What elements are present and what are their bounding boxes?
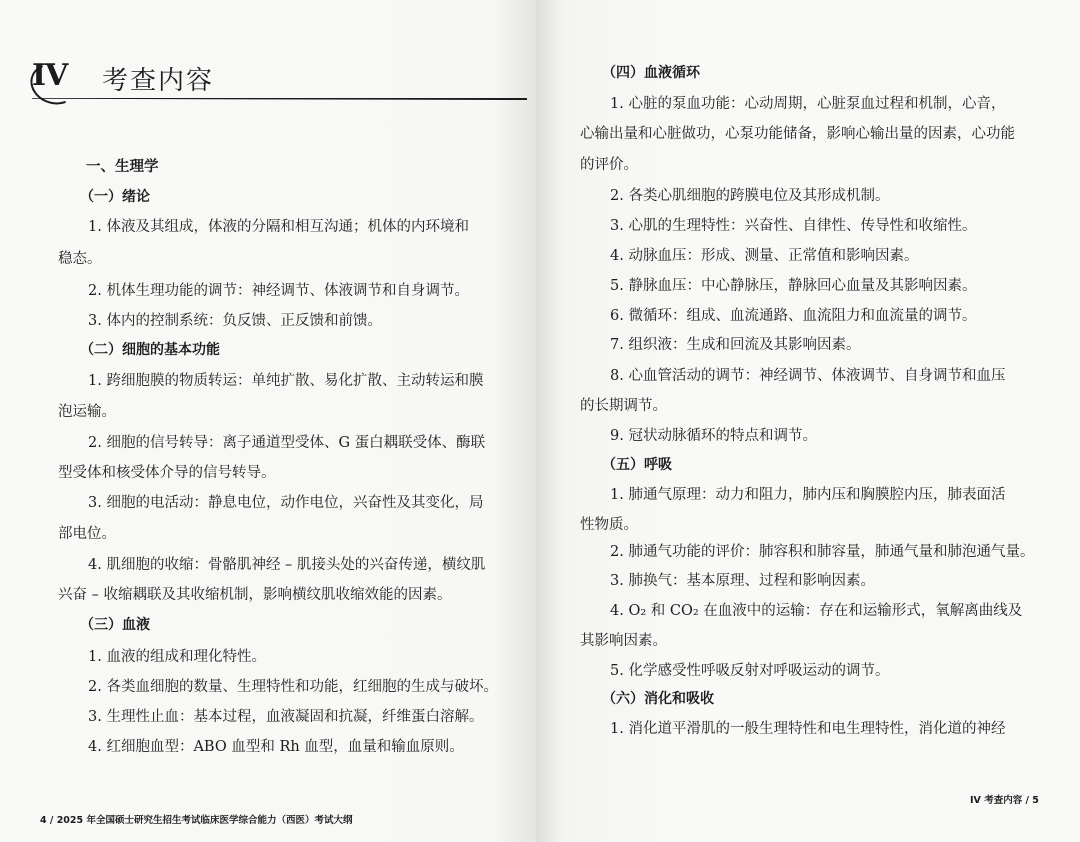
outline-item-continuation: 泡运输。 xyxy=(58,404,116,420)
outline-item-continuation: 稳态。 xyxy=(58,251,102,267)
outline-item: 2. 肺通气功能的评价：肺容积和肺容量，肺通气量和肺泡通气量。 xyxy=(610,544,1035,560)
outline-item: 3. 生理性止血：基本过程，血液凝固和抗凝，纤维蛋白溶解。 xyxy=(88,709,484,725)
outline-item: 5. 静脉血压：中心静脉压，静脉回心血量及其影响因素。 xyxy=(610,278,977,294)
outline-item: 2. 机体生理功能的调节：神经调节、体液调节和自身调节。 xyxy=(88,283,469,299)
outline-item-continuation: 兴奋 – 收缩耦联及其收缩机制，影响横纹肌收缩效能的因素。 xyxy=(58,587,452,603)
outline-item-continuation: 心输出量和心脏做功，心泵功能储备，影响心输出量的因素，心功能 xyxy=(580,126,1015,142)
outline-item: 5. 化学感受性呼吸反射对呼吸运动的调节。 xyxy=(610,663,890,679)
outline-item: 1. 心脏的泵血功能：心动周期，心脏泵血过程和机制，心音， xyxy=(610,96,1006,112)
subsection-heading: （四）血液循环 xyxy=(602,65,700,81)
outline-item: 4. 动脉血压：形成、测量、正常值和影响因素。 xyxy=(610,248,919,264)
outline-item-continuation: 性物质。 xyxy=(580,517,638,533)
right-page xyxy=(536,0,1080,842)
outline-item: 4. 红细胞血型：ABO 血型和 Rh 血型，血量和输血原则。 xyxy=(88,739,464,755)
left-page xyxy=(0,0,536,842)
page-footer-right: IV 考查内容 / 5 xyxy=(970,795,1039,806)
page-footer-left: 4 / 2025 年全国硕士研究生招生考试临床医学综合能力（西医）考试大纲 xyxy=(40,815,353,826)
outline-item: 8. 心血管活动的调节：神经调节、体液调节、自身调节和血压 xyxy=(610,368,1006,384)
chapter-title: 考查内容 xyxy=(102,66,215,96)
outline-item-continuation: 型受体和核受体介导的信号转导。 xyxy=(58,465,276,481)
outline-item-continuation: 的长期调节。 xyxy=(580,398,667,414)
chapter-heading xyxy=(32,58,527,108)
subsection-heading: （六）消化和吸收 xyxy=(602,691,714,707)
subsection-heading: （一）绪论 xyxy=(80,189,150,205)
outline-item: 1. 跨细胞膜的物质转运：单纯扩散、易化扩散、主动转运和膜 xyxy=(88,373,484,389)
outline-item: 1. 体液及其组成，体液的分隔和相互沟通；机体的内环境和 xyxy=(88,219,469,235)
outline-item: 2. 细胞的信号转导：离子通道型受体、G 蛋白耦联受体、酶联 xyxy=(88,435,486,451)
outline-item: 1. 血液的组成和理化特性。 xyxy=(88,649,266,665)
outline-item: 4. 肌细胞的收缩：骨骼肌神经 – 肌接头处的兴奋传递，横纹肌 xyxy=(88,557,486,573)
outline-item: 3. 心肌的生理特性：兴奋性、自律性、传导性和收缩性。 xyxy=(610,218,977,234)
outline-item: 9. 冠状动脉循环的特点和调节。 xyxy=(610,428,817,444)
outline-item: 3. 体内的控制系统：负反馈、正反馈和前馈。 xyxy=(88,313,382,329)
outline-item-continuation: 其影响因素。 xyxy=(580,633,667,649)
outline-item: 1. 肺通气原理：动力和阻力，肺内压和胸膜腔内压，肺表面活 xyxy=(610,487,1006,503)
subsection-heading: （三）血液 xyxy=(80,617,150,633)
outline-item: 3. 细胞的电活动：静息电位，动作电位，兴奋性及其变化，局 xyxy=(88,495,484,511)
section-heading: 一、生理学 xyxy=(86,159,159,175)
outline-item: 7. 组织液：生成和回流及其影响因素。 xyxy=(610,337,861,353)
chapter-numeral: IV xyxy=(32,58,68,93)
outline-item: 3. 肺换气：基本原理、过程和影响因素。 xyxy=(610,573,875,589)
subsection-heading: （二）细胞的基本功能 xyxy=(80,342,220,358)
outline-item: 4. O₂ 和 CO₂ 在血液中的运输：存在和运输形式，氧解离曲线及 xyxy=(610,603,1023,619)
outline-item: 2. 各类心肌细胞的跨膜电位及其形成机制。 xyxy=(610,188,890,204)
subsection-heading: （五）呼吸 xyxy=(602,457,672,473)
outline-item-continuation: 的评价。 xyxy=(580,157,638,173)
outline-item: 1. 消化道平滑肌的一般生理特性和电生理特性，消化道的神经 xyxy=(610,721,1006,737)
outline-item: 6. 微循环：组成、血流通路、血流阻力和血流量的调节。 xyxy=(610,308,977,324)
chapter-rule xyxy=(32,98,527,100)
outline-item: 2. 各类血细胞的数量、生理特性和功能，红细胞的生成与破坏。 xyxy=(88,679,498,695)
outline-item-continuation: 部电位。 xyxy=(58,526,116,542)
